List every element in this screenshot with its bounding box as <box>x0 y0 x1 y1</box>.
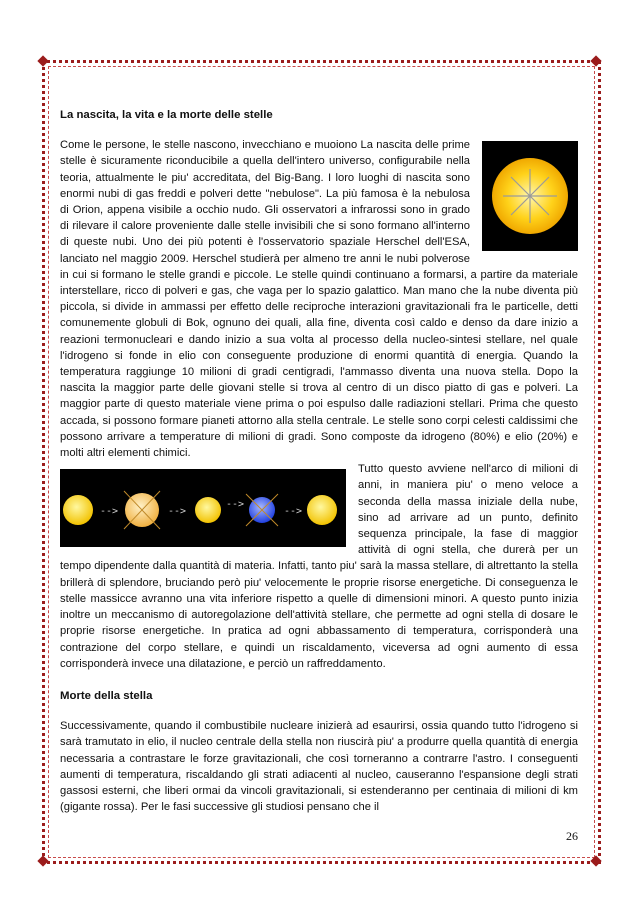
page-number: 26 <box>566 829 578 843</box>
paragraph-death: Successivamente, quando il combustibile nucleare inizierà ad esaurirsi, ossia quando tutto l'idrogeno si sarà tramutato in elio, il nucleo centrale della stella non riuscirà piu' a produrre quella quantità di energia necessaria a contrastare le forze gravitazionali, che così torneranno a contrarre l'astro. I conseguenti aumenti di temperatura, riscaldando gli strati adiacenti al nucleo, causeranno l'espansione degli strati gassosi esterni, che liberi ormai da vincoli gravitazionali, si estenderanno per centinaia di milioni di km (gigante rossa). Per le fasi successive gli studiosi pensano che il <box>60 720 578 814</box>
star-sequence-icon <box>60 469 346 547</box>
section-title: Morte della stella <box>60 689 153 702</box>
arrow-label: --> <box>284 506 303 518</box>
sun-icon <box>482 141 578 251</box>
arrow-label: --> <box>226 499 245 511</box>
star-radiation-image <box>482 141 578 251</box>
page-content <box>60 107 578 815</box>
section-title: La nascita, la vita e la morte delle stelle <box>60 109 273 121</box>
arrow-label: --> <box>168 506 187 518</box>
paragraph-intro: Come le persone, le stelle nascono, invecchiano e muoiono La nascita delle prime stelle è sicuramente riconducibile a quella dell'intero universo, configurabile nella teoria, attualmente le piu' accreditata, del Big-Bang. I loro luoghi di nascita sono enormi nubi di gas freddi e polveri dette "nebulose". La più famosa è la nebulosa di Orion, appena visibile a occhio nudo. Gli osservatori a infrarossi sono in grado di rilevare il calore proveniente dalle stelle invisibili che si sono formano all'interno di queste nubi. Uno dei più potenti è l'osservatorio spaziale Herschel dell'ESA, lanciato nel maggio 2009. Herschel studierà per almeno tre anni le nubi polverose in cui si formano le stelle grandi e piccole. Le stelle quindi continuano a formarsi, a partire da materiale interstellare, ricco di polveri e gas, che vaga per lo spazio galattico. Man mano che la nube diventa più piccola, si divide in ammassi per effetto delle reciproche interazioni gravitazionali fra le particelle, detti comunemente globuli di Bok, ognuno dei quali, alla fine, diventa così caldo e denso da dare inizio a reazioni termonucleari e dando inizio a sua volta al processo della nucleo-sintesi stellare, nel quale l'idrogeno si fonde in elio con conseguente produzione di enormi quantità di energia. Quando la temperatura raggiunge 10 milioni di gradi centigradi, l'ammasso diventa una nuova stella. Dopo la nascita la maggior parte delle giovani stelle si trova al centro di un disco piatto di gas e polveri. La maggior parte di questo materiale viene prima o poi espulso dalle radiazioni stellari. Prima che questo accada, si possono formare pianeti attorno alla stella centrale. Le stelle sono corpi celesti caldissimi che possono arrivare a temperature di milioni di gradi. Sono composte da idrogeno (80%) e elio (20%) e molti altri elementi chimici. <box>60 139 578 460</box>
star-lifecycle-image <box>60 469 346 547</box>
arrow-label: --> <box>100 506 119 518</box>
paragraph-lifecycle: Tutto questo avviene nell'arco di milioni di anni, in maniera piu' o meno veloce a seconda della massa iniziale della nube, sino ad arrivare ad un punto, definito sequenza principale, la fase di maggior attività di ogni stella, che durerà per un tempo dipendente dalla quantità di materia. Infatti, tanto piu' sarà la massa stellare, di altrettanto la stella brillerà di splendore, bruciando però piu' velocemente le proprie risorse energetiche. Di conseguenza le stelle massicce avranno una vita inferiore rispetto a quelle di dimensioni minori. A questo punto inizia inoltre un meccanismo di autoregolazione dell'attività stellare, che permette ad ogni stella di dosare le proprie risorse energetiche. In pratica ad ogni abbassamento di temperatura, corrisponderà una contrazione del corpo stellare, e quindi un riscaldamento, viceversa ad ogni aumento di essa corrisponderà invece una dilatazione, e perciò un raffreddamento. <box>60 463 578 670</box>
